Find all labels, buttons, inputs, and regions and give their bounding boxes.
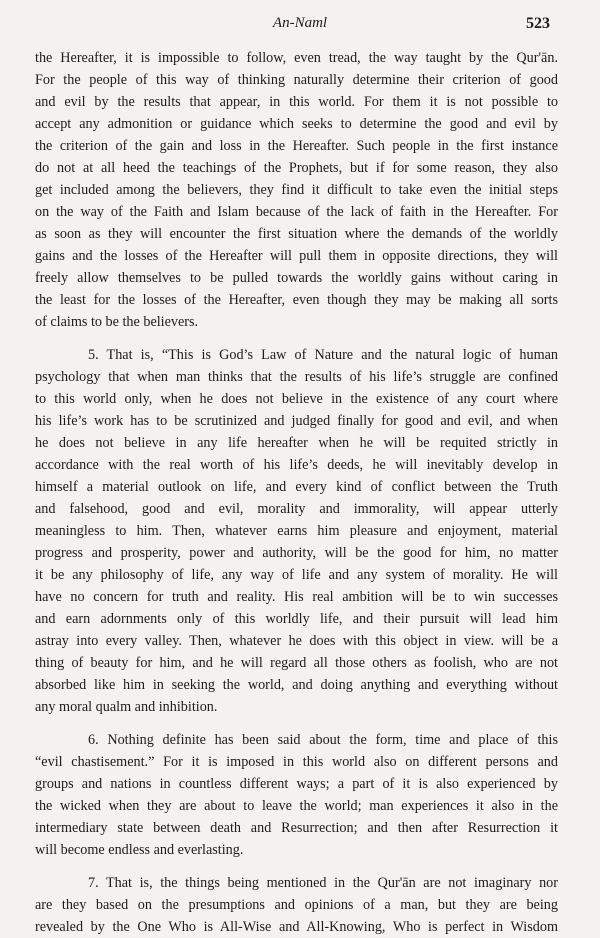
text-line: as soon as they will encounter the first situation where the demands of the worldly xyxy=(35,226,558,242)
text-line: get included among the believers, they find it difficult to take even the initial steps xyxy=(35,182,558,198)
text-line: intermediary state between death and Resurrection; and then after Resurrection it xyxy=(35,820,558,836)
text-line: progress and prosperity, power and authority, will be the good for him, no matter xyxy=(35,545,558,561)
text-line: freely allow themselves to be pulled towards the worldly gains without caring in xyxy=(35,270,558,286)
text-line: thing of beauty for him, and he will regard all those others as foolish, who are not xyxy=(35,655,558,671)
text-line: 7. That is, the things being mentioned in the Qur'ān are not imaginary nor xyxy=(88,875,558,891)
text-line: the least for the losses of the Hereafter, even though they may be making all sorts xyxy=(35,292,558,308)
text-line: on the way of the Faith and Islam because of the lack of faith in the Hereafter. For xyxy=(35,204,558,220)
text-line: do not at all heed the teachings of the Prophets, but if for some reason, they also xyxy=(35,160,558,176)
text-line: of claims to be the believers. xyxy=(35,314,199,330)
note-6-paragraph xyxy=(35,729,558,861)
running-header xyxy=(0,15,600,37)
text-line: absorbed like him in seeking the world, and doing anything and everything without xyxy=(35,677,558,693)
text-line: any moral qualm and inhibition. xyxy=(35,699,218,715)
text-line: it be any philosophy of life, any way of life and any system of morality. He will xyxy=(35,567,558,583)
text-line: groups and nations in countless different ways; a part of it is also experienced by xyxy=(35,776,558,792)
running-title: An-Naml xyxy=(272,15,328,31)
body-text xyxy=(35,47,558,938)
page-number: 523 xyxy=(526,15,550,32)
text-line: to this world only, when he does not believe in the existence of any court where xyxy=(35,391,558,407)
text-line: are they based on the presumptions and opinions of a man, but they are being xyxy=(35,897,558,913)
paragraph-continuation xyxy=(35,47,558,333)
text-line: astray into every valley. Then, whatever he does with this object in view. will be a xyxy=(35,633,558,649)
text-line: revealed by the One Who is All-Wise and All-Knowing, Who is perfect in Wisdom xyxy=(35,919,558,935)
note-5-paragraph xyxy=(35,344,558,718)
text-line: gains and the losses of the Hereafter will pull them in opposite directions, they will xyxy=(35,248,558,264)
note-7-paragraph xyxy=(35,872,558,938)
text-line: the wicked when they are about to leave the world; man experiences it also in the xyxy=(35,798,558,814)
text-line: 6. Nothing definite has been said about the form, time and place of this xyxy=(88,732,558,748)
text-line: psychology that when man thinks that the results of his life’s struggle are confined xyxy=(35,369,558,385)
text-line: accordance with the real worth of his life’s deeds, he will inevitably develop in xyxy=(35,457,558,473)
text-line: he does not believe in any life hereafter when he will be requited strictly in xyxy=(35,435,558,451)
text-line: accept any admonition or guidance which seeks to determine the good and evil by xyxy=(35,116,558,132)
text-line: and earn adornments only of this worldly life, and their pursuit will lead him xyxy=(35,611,558,627)
text-line: the criterion of the gain and loss in the Hereafter. Such people in the first instance xyxy=(35,138,558,154)
text-line: will become endless and everlasting. xyxy=(35,842,244,858)
text-line: his life’s work has to be scrutinized and judged finally for good and evil, and when xyxy=(35,413,558,429)
text-line: For the people of this way of thinking naturally determine their criterion of good xyxy=(35,72,558,88)
text-line: himself a material outlook on life, and every kind of conflict between the Truth xyxy=(35,479,558,495)
text-line: and evil by the results that appear, in this world. For them it is not possible to xyxy=(35,94,558,110)
text-line: the Hereafter, it is impossible to follow, even tread, the way taught by the Qur'ān. xyxy=(35,50,558,66)
text-line: meaningless to him. Then, whatever earns him pleasure and enjoyment, material xyxy=(35,523,558,539)
text-line: and falsehood, good and evil, morality and immorality, will appear utterly xyxy=(35,501,558,517)
text-line: “evil chastisement.” For it is imposed in this world also on different persons and xyxy=(35,754,558,770)
text-line: 5. That is, “This is God’s Law of Nature and the natural logic of human xyxy=(88,347,558,363)
text-line: have no concern for truth and reality. His real ambition will be to win successes xyxy=(35,589,558,605)
